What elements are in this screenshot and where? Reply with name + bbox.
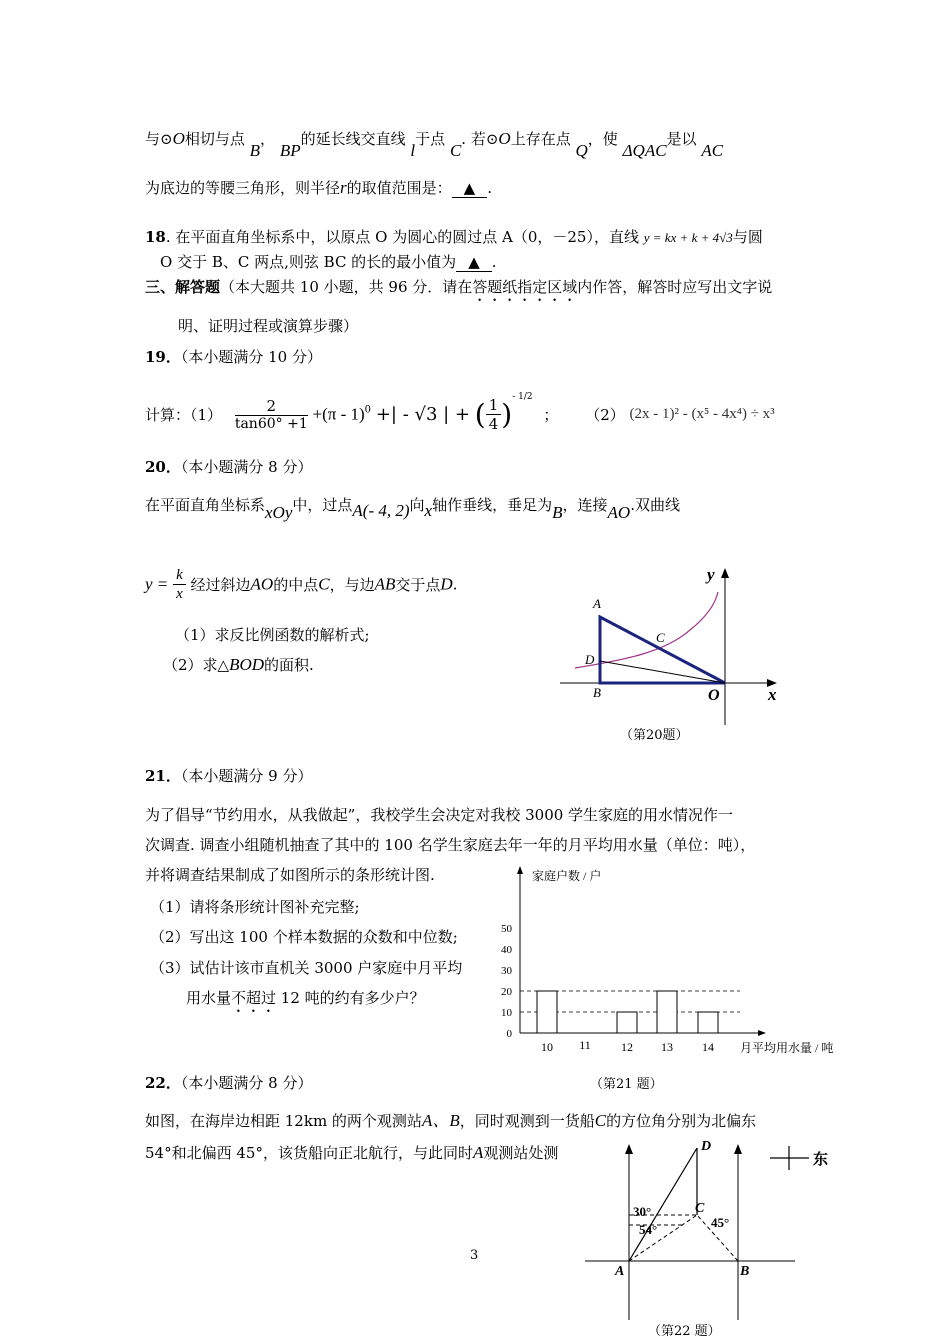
q21-header: 21．（本小题满分 9 分）: [145, 767, 313, 785]
q22-line1: 如图，在海岸边相距 12km 的两个观测站A、B，同时观测到一货船C的方位角分别为北偏东: [145, 1111, 757, 1130]
q22-line2: 54°和北偏西 45°，该货船向正北航行，与此同时A观测站处测: [145, 1143, 559, 1162]
section3-heading: 三、解答题（本大题共 10 小题，共 96 分．请在答题纸指定区域内作答，解答时应写出文字说: [145, 278, 773, 296]
label-x: x: [768, 685, 777, 704]
q22-caption: （第22 题）: [648, 1324, 721, 1339]
q19-header: 19．（本小题满分 10 分）: [145, 348, 322, 366]
q22-header: 22．（本小题满分 8 分）: [145, 1074, 313, 1092]
y-tick-label: 30: [501, 965, 512, 977]
bar-chart: [490, 860, 850, 1060]
q20-caption: （第20题）: [620, 728, 689, 743]
q22-figure: [585, 1130, 845, 1330]
label-B: B: [740, 1264, 750, 1279]
label-A: A: [593, 596, 601, 611]
q19-fraction-2: $\frac{1}{4}$: [486, 396, 502, 433]
bar-13: [657, 991, 677, 1033]
q18-line2: O 交于 B、C 两点,则弦 BC 的长的最小值为 ▲ .: [160, 253, 497, 271]
q20-line1: 在平面直角坐标系xOy中，过点A(- 4, 2)向x轴作垂线，垂足为B，连接AO.双曲线: [145, 496, 680, 522]
q20-line2: y = $\frac{k}{x}$ 经过斜边AO的中点C，与边AB交于点D.: [145, 567, 458, 602]
section3-line2: 明、证明过程或演算步骤）: [178, 317, 359, 335]
q20-sub1: （1）求反比例函数的解析式;: [175, 626, 370, 644]
x-tick-label: 12: [621, 1040, 633, 1054]
q21-sub3: （3）试估计该市直机关 3000 户家庭中月平均: [150, 959, 463, 977]
page-number: 3: [470, 1248, 479, 1263]
q21-line3: 并将调查结果制成了如图所示的条形统计图.: [145, 866, 435, 884]
y-tick-label: 0: [506, 1028, 512, 1040]
x-tick-label: 13: [661, 1040, 673, 1054]
triangle-ABO: [600, 617, 725, 683]
chart-ylabel: 家庭户数 / 户: [532, 869, 602, 883]
q17-line2: 为底边的等腰三角形，则半径r的取值范围是： ▲ .: [145, 178, 492, 197]
x-tick-label: 10: [541, 1040, 553, 1054]
label-y: y: [707, 565, 715, 584]
y-tick-label: 50: [501, 923, 512, 935]
compass-east-label: 东: [813, 1152, 829, 1168]
x-tick-label: 14: [702, 1040, 714, 1054]
bar-14: [698, 1012, 718, 1033]
chart-xlabel: 月平均用水量 / 吨: [740, 1041, 834, 1055]
angle-54: 54°: [639, 1222, 658, 1237]
q20-header: 20．（本小题满分 8 分）: [145, 458, 313, 476]
label-C: C: [695, 1201, 705, 1216]
y-tick-label: 40: [501, 944, 512, 956]
bar-10: [537, 991, 557, 1033]
angle-45: 45°: [711, 1215, 730, 1230]
q19-fraction-1: $\frac{2}{\tan 60^\circ +1}$: [234, 396, 308, 432]
bar-12: [617, 1012, 637, 1033]
label-C: C: [656, 630, 665, 645]
label-O: O: [708, 687, 720, 704]
x-tick-label: 11: [579, 1038, 591, 1052]
q17-line1: 与⊙O相切与点 B， BP的延长线交直线 l于点 C. 若⊙O上存在点 Q，使 ΔQAC是以 AC: [145, 129, 724, 160]
q21-line2: 次调查. 调查小组随机抽查了其中的 100 名学生家庭去年一年的月平均用水量（单位：吨），: [145, 836, 756, 854]
q21-caption: （第21 题）: [590, 1077, 663, 1092]
q18-line1: 18. 在平面直角坐标系中，以原点 O 为圆心的圆过点 A（0，－25），直线 y = kx + k + 4√3与圆: [145, 228, 763, 246]
q20-k-over-x: $\frac{k}{x}$: [173, 566, 186, 603]
q20-figure: [555, 560, 815, 740]
label-A: A: [615, 1264, 625, 1279]
q21-sub3-cont: 用水量不超过 12 吨的约有多少户？: [186, 989, 425, 1007]
label-D: D: [585, 652, 595, 667]
angle-30: 30°: [633, 1204, 652, 1219]
label-D: D: [701, 1139, 712, 1154]
label-B: B: [593, 685, 601, 700]
y-tick-label: 10: [501, 1007, 512, 1019]
q21-line1: 为了倡导“节约用水，从我做起”，我校学生会决定对我校 3000 学生家庭的用水情况作一: [145, 806, 734, 824]
q19-formula: 计算：（1） $\frac{2}{\tan 60^\circ +1}$ +(π - 1)$^0$ +| - √3 | + ( $\frac{1}{4}$ )$^{- 1/2}$ ； （2） (2x - 1)² - (x⁵ - 4x⁴) ÷ x³: [145, 391, 775, 433]
q20-sub2: （2）求△BOD的面积.: [163, 655, 314, 674]
q21-sub2: （2）写出这 100 个样本数据的众数和中位数;: [150, 928, 458, 946]
y-tick-label: 20: [501, 986, 512, 998]
q21-sub1: （1）请将条形统计图补充完整;: [150, 898, 360, 916]
